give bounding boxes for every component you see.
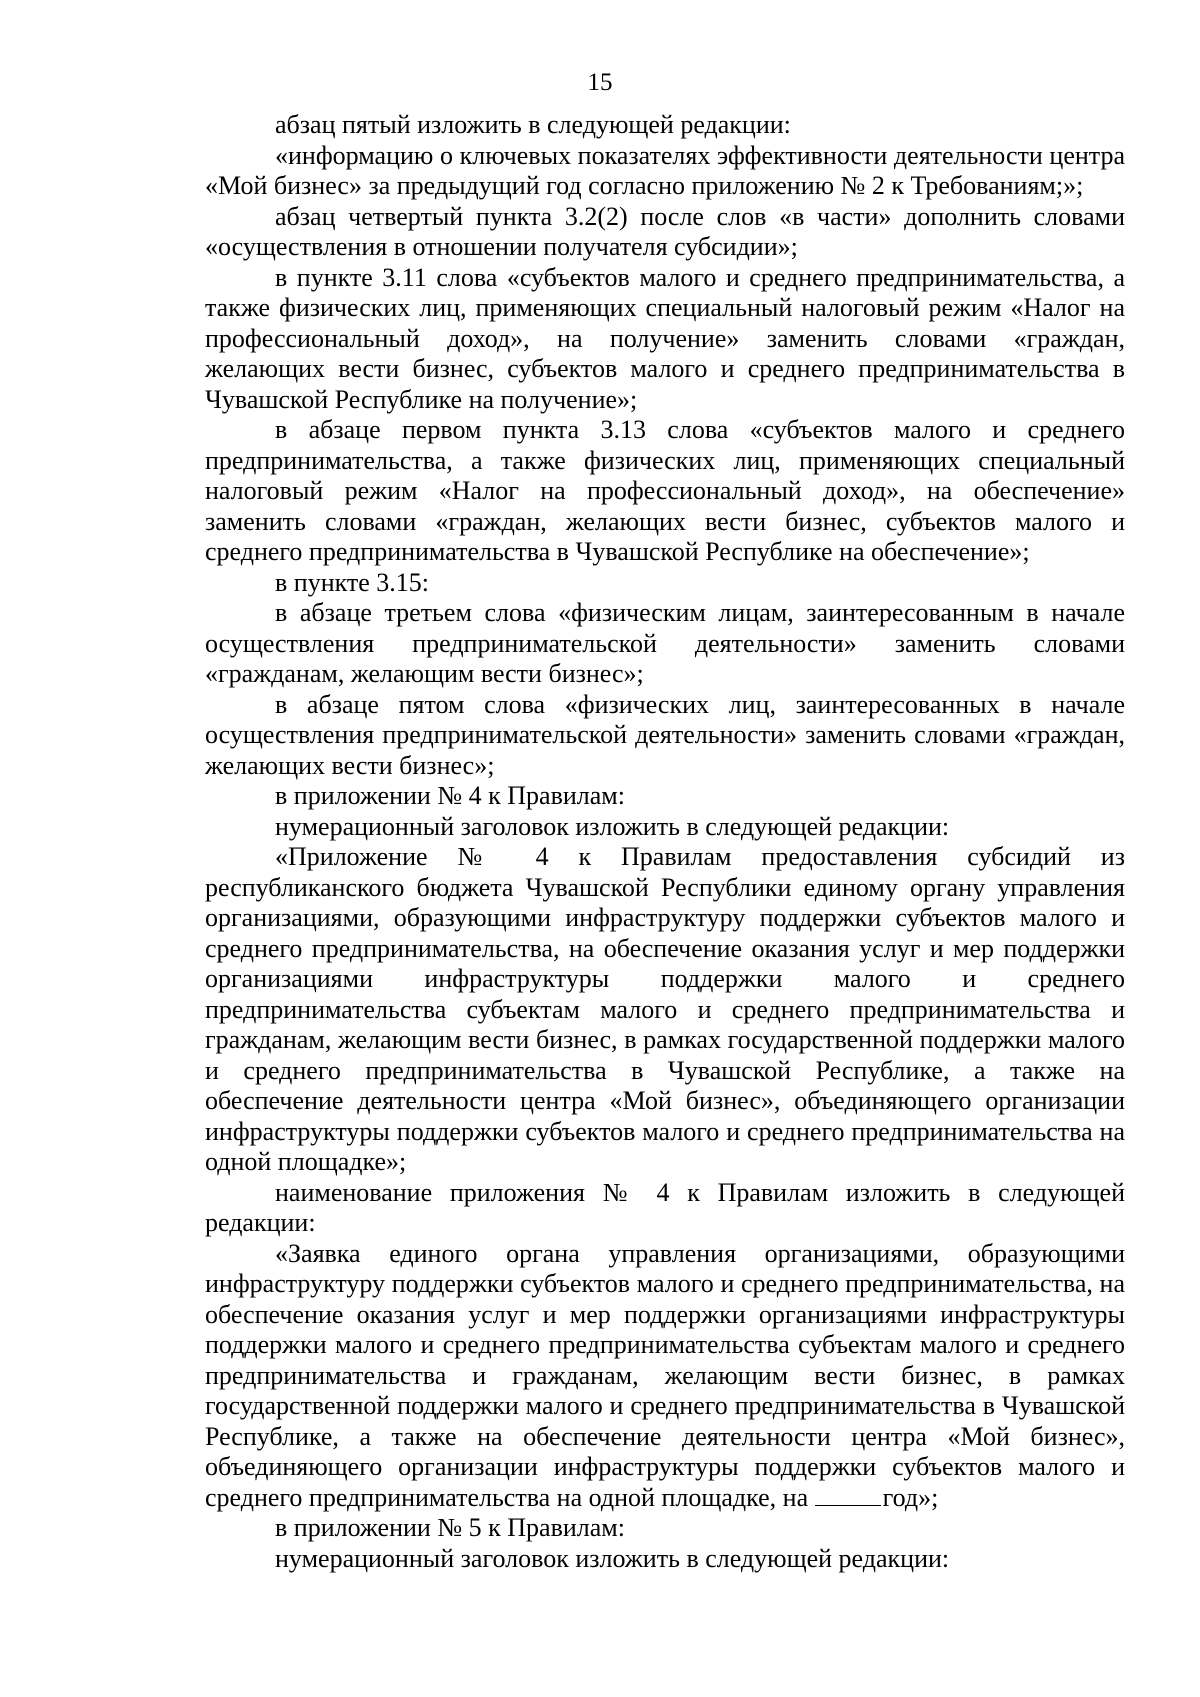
paragraph: в абзаце пятом слова «физических лиц, заинтересованных в начале осуществления предпринимательской деятельности» заменить словами «граждан, желающих вести бизнес»; (205, 689, 1125, 780)
paragraph: нумерационный заголовок изложить в следующей редакции: (275, 811, 950, 841)
paragraph: в пункте 3.15: (275, 567, 430, 597)
year-blank-line (815, 1485, 881, 1506)
paragraph-text: «Заявка единого органа управления организациями, образующими инфраструктуру поддержки субъектов малого и среднего предпринимательства, на обеспечение оказания услуг и мер поддержки организациями инфраструктуры поддержки малого и среднего предпринимательства субъектам малого и среднего предпринимательства и гражданам, желающим вести бизнес, в рамках государственной поддержки малого и среднего предпринимательства в Чувашской Республике, а также на обеспечение деятельности центра «Мой бизнес», объединяющего организации инфраструктуры поддержки субъектов малого и среднего предпринимательства на одной площадке, на (205, 1238, 1125, 1512)
paragraph: в абзаце третьем слова «физическим лицам, заинтересованным в начале осуществления предпринимательской деятельности» заменить словами «гражданам, желающим вести бизнес»; (205, 598, 1125, 688)
paragraph: в абзаце первом пункта 3.13 слова «субъектов малого и среднего предпринимательства, а также физических лиц, применяющих специальный налоговый режим «Налог на профессиональный доход», на обеспечение» заменить словами «граждан, желающих вести бизнес, субъектов малого и среднего предпринимательства в Чувашской Республике на обеспечение»; (205, 415, 1125, 566)
paragraph: в пункте 3.11 слова «субъектов малого и среднего предпринимательства, а также физических лиц, применяющих специальный налоговый режим «Налог на профессиональный доход», на получение» заменить словами «граждан, желающих вести бизнес, субъектов малого и среднего предпринимательства в Чувашской Республике на получение»; (205, 262, 1125, 414)
paragraph-tail: год»; (882, 1482, 939, 1512)
paragraph: в приложении № 4 к Правилам: (275, 781, 625, 810)
document-body (205, 110, 1125, 1574)
paragraph: в приложении № 5 к Правилам: (275, 1513, 625, 1542)
paragraph: «Приложение № 4 к Правилам предоставления субсидий из республиканского бюджета Чувашской Республики единому органу управления организациями, образующими инфраструктуру поддержки субъектов малого и среднего предпринимательства, на обеспечение оказания услуг и мер поддержки организациями инфраструктуры поддержки малого и среднего предпринимательства субъектам малого и среднего предпринимательства и гражданам, желающим вести бизнес, в рамках государственной поддержки малого и среднего предпринимательства в Чувашской Республике, а также на обеспечение деятельности центра «Мой бизнес», объединяющего организации инфраструктуры поддержки субъектов малого и среднего предпринимательства на одной площадке»; (205, 842, 1125, 1176)
page-number: 15 (587, 69, 613, 96)
paragraph: «информацию о ключевых показателях эффективности деятельности центра «Мой бизнес» за предыдущий год согласно приложению № 2 к Требованиям;»; (205, 140, 1125, 200)
paragraph-with-blank (205, 1239, 1125, 1514)
paragraph: абзац пятый изложить в следующей редакции: (275, 110, 791, 139)
paragraph: нумерационный заголовок изложить в следующей редакции: (275, 1543, 950, 1573)
paragraph: абзац четвертый пункта 3.2(2) после слов «в части» дополнить словами «осуществления в отношении получателя субсидии»; (205, 201, 1125, 261)
paragraph: наименование приложения № 4 к Правилам изложить в следующей редакции: (205, 1177, 1125, 1237)
